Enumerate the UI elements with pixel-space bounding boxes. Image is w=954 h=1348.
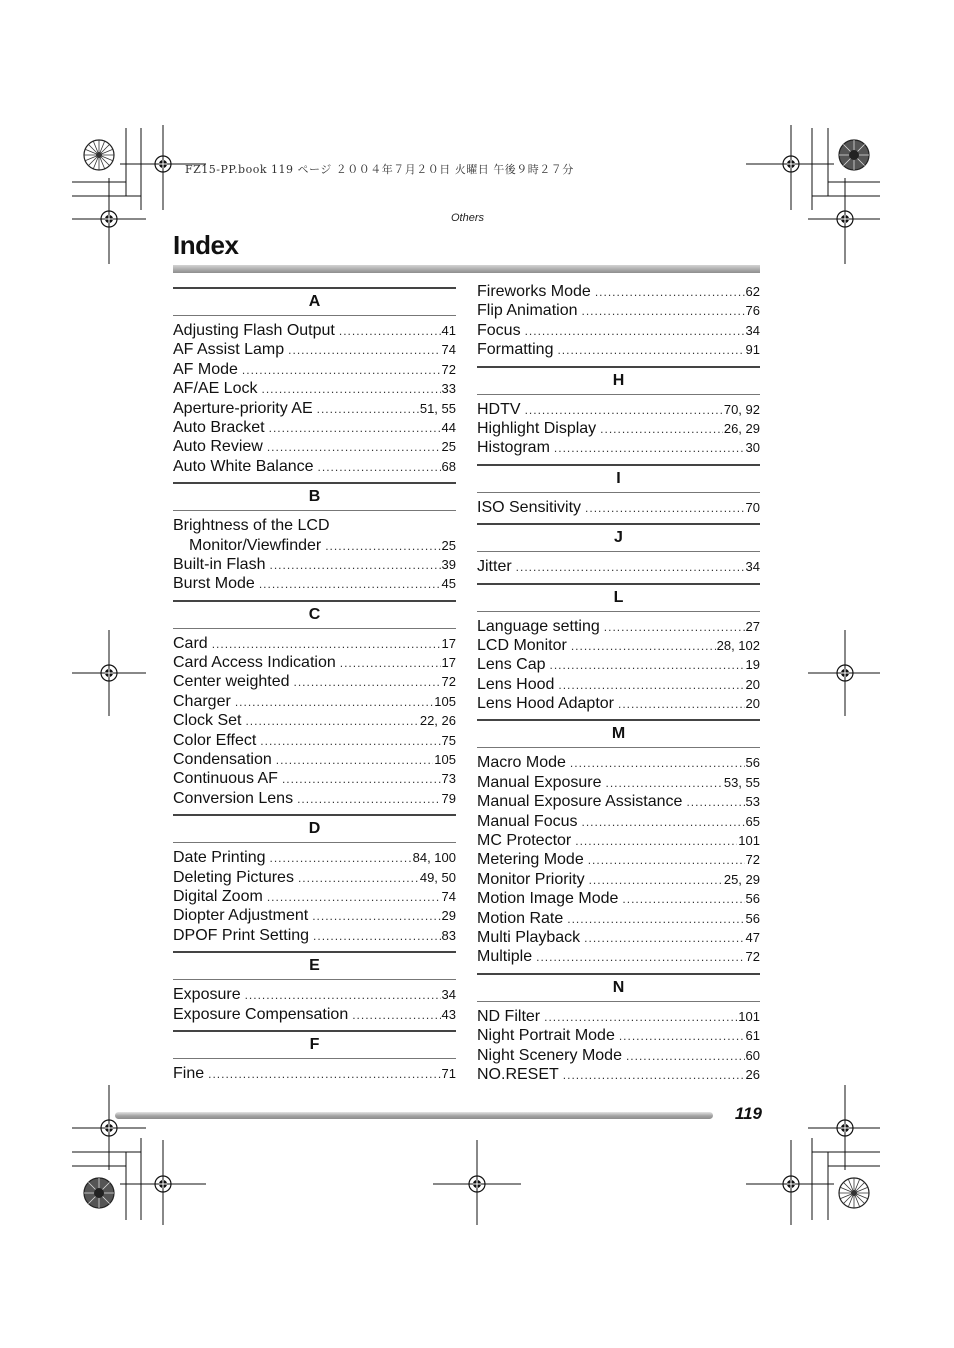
index-term: Auto White Balance <box>173 457 314 475</box>
index-term: Auto Review <box>173 438 263 456</box>
index-entry <box>477 498 760 517</box>
index-term: Focus <box>477 321 521 339</box>
index-term: Digital Zoom <box>173 887 263 905</box>
index-entry <box>173 653 456 672</box>
index-entry <box>173 731 456 750</box>
index-entry <box>477 557 760 576</box>
index-term: Histogram <box>477 439 550 457</box>
index-entry <box>477 773 760 792</box>
dot-leader <box>570 754 745 773</box>
index-term: Manual Exposure Assistance <box>477 793 683 811</box>
index-entry <box>477 617 760 636</box>
index-page-numbers: 41 <box>441 323 456 338</box>
index-term: Center weighted <box>173 673 290 691</box>
index-term: Multiple <box>477 948 533 966</box>
index-letter-heading: F <box>173 1030 456 1059</box>
index-term: Diopter Adjustment <box>173 907 309 925</box>
dot-leader <box>563 1066 745 1085</box>
index-term: AF Mode <box>173 360 238 378</box>
dot-leader <box>544 1008 737 1027</box>
index-page-numbers: 20 <box>745 696 760 712</box>
index-letter-heading: E <box>173 951 456 980</box>
index-entry <box>477 792 760 811</box>
dot-leader <box>294 673 441 692</box>
index-entry <box>477 753 760 772</box>
index-page-numbers: 30 <box>745 440 760 456</box>
index-page-numbers: 56 <box>745 891 760 907</box>
index-entry <box>477 889 760 908</box>
index-entry <box>173 692 456 711</box>
index-column-left <box>173 282 456 1083</box>
dot-leader <box>525 401 723 420</box>
index-page-numbers: 47 <box>745 929 760 945</box>
index-page-numbers: 34 <box>745 559 760 575</box>
index-term: AF/AE Lock <box>173 380 258 398</box>
dot-leader <box>600 420 723 439</box>
index-page-numbers: 25 <box>441 537 456 553</box>
index-entry <box>173 848 456 867</box>
index-term: DPOF Print Setting <box>173 926 310 944</box>
dot-leader <box>318 458 441 477</box>
dot-leader <box>536 948 744 967</box>
dot-leader <box>582 302 745 321</box>
index-page-numbers: 29 <box>441 908 456 924</box>
dot-leader <box>269 556 440 575</box>
page-number: 119 <box>734 1104 762 1123</box>
index-letter-heading: H <box>477 366 760 395</box>
index-page-numbers: 101 <box>738 833 760 849</box>
dot-leader <box>269 419 441 438</box>
index-entry <box>173 906 456 925</box>
index-entry <box>173 516 456 535</box>
index-term: Lens Hood <box>477 675 555 693</box>
index-term: Clock Set <box>173 712 242 730</box>
index-term: Flip Animation <box>477 302 578 320</box>
index-page-numbers: 91 <box>745 342 760 358</box>
index-page-numbers: 25 <box>441 439 456 455</box>
index-term: Monitor/Viewfinder <box>189 536 322 554</box>
dot-leader <box>585 499 745 518</box>
dot-leader <box>686 793 744 812</box>
index-entry <box>477 1046 760 1065</box>
index-term: Charger <box>173 692 231 710</box>
dot-leader <box>588 851 745 870</box>
index-entry <box>477 655 760 674</box>
index-term: Card Access Indication <box>173 654 336 672</box>
index-page-numbers: 84, 100 <box>412 850 456 866</box>
index-page-numbers: 27 <box>745 618 760 634</box>
index-page-numbers: 44 <box>441 419 456 435</box>
dot-leader <box>235 693 433 712</box>
index-entry <box>173 672 456 691</box>
index-entry <box>477 694 760 713</box>
dot-leader <box>282 770 441 789</box>
dot-leader <box>288 341 440 360</box>
index-page-numbers: 25, 29 <box>723 871 760 887</box>
index-term: Continuous AF <box>173 770 278 788</box>
index-entry <box>173 711 456 730</box>
index-term: LCD Monitor <box>477 636 567 654</box>
index-entry <box>173 321 456 340</box>
index-term: Macro Mode <box>477 754 566 772</box>
dot-leader <box>604 618 745 637</box>
index-entry <box>477 928 760 947</box>
index-entry <box>173 457 456 476</box>
dot-leader <box>606 774 723 793</box>
index-page-numbers: 53 <box>745 794 760 810</box>
dot-leader <box>567 910 744 929</box>
dot-leader <box>618 695 745 714</box>
index-page-numbers: 22, 26 <box>419 713 456 729</box>
index-entry <box>477 1026 760 1045</box>
dot-leader <box>325 537 440 556</box>
index-term: Night Scenery Mode <box>477 1046 622 1064</box>
index-term: Jitter <box>477 558 512 576</box>
dot-leader <box>339 322 441 341</box>
index-entry <box>173 379 456 398</box>
index-term: Burst Mode <box>173 575 255 593</box>
index-term: AF Assist Lamp <box>173 341 285 359</box>
dot-leader <box>242 361 441 380</box>
index-page-numbers: 33 <box>441 381 456 397</box>
dot-leader <box>550 656 745 675</box>
index-entry <box>173 340 456 359</box>
dot-leader <box>582 813 745 832</box>
index-page-numbers: 75 <box>441 732 456 748</box>
index-entry <box>173 574 456 593</box>
index-page-numbers: 60 <box>745 1047 760 1063</box>
dot-leader <box>312 907 440 926</box>
index-term: HDTV <box>477 400 521 418</box>
dot-leader <box>245 712 418 731</box>
index-entry <box>477 400 760 419</box>
index-page-numbers: 34 <box>745 322 760 338</box>
index-entry <box>173 789 456 808</box>
index-entry <box>477 909 760 928</box>
dot-leader <box>619 1027 745 1046</box>
index-entry <box>477 282 760 301</box>
index-term: Auto Bracket <box>173 418 265 436</box>
index-page-numbers: 74 <box>441 342 456 358</box>
index-entry <box>477 340 760 359</box>
index-term: Condensation <box>173 751 272 769</box>
index-term: Multi Playback <box>477 928 581 946</box>
index-entry <box>173 769 456 788</box>
index-entry <box>173 1005 456 1024</box>
index-term: Metering Mode <box>477 851 584 869</box>
dot-leader <box>259 575 441 594</box>
dot-leader <box>267 888 441 907</box>
dot-leader <box>245 986 441 1005</box>
index-page-numbers: 73 <box>441 771 456 787</box>
index-page-numbers: 39 <box>441 556 456 572</box>
index-column-right <box>477 282 760 1084</box>
index-entry <box>173 634 456 653</box>
index-page-numbers: 105 <box>434 693 456 709</box>
dot-leader <box>270 849 412 868</box>
index-entry <box>173 536 456 555</box>
index-entry <box>173 887 456 906</box>
index-page-numbers: 51, 55 <box>419 400 456 416</box>
index-page-numbers: 56 <box>745 755 760 771</box>
section-label: Others <box>451 212 485 224</box>
dot-leader <box>317 400 419 419</box>
index-entry <box>477 1007 760 1026</box>
index-page-numbers: 101 <box>738 1008 760 1024</box>
index-term: NO.RESET <box>477 1065 559 1083</box>
dot-leader <box>554 439 745 458</box>
index-term: Manual Exposure <box>477 773 602 791</box>
index-page-numbers: 72 <box>441 674 456 690</box>
dot-leader <box>516 558 745 577</box>
dot-leader <box>595 283 745 302</box>
index-term: Fireworks Mode <box>477 283 591 300</box>
index-page-numbers: 74 <box>441 888 456 904</box>
index-letter-heading: D <box>173 814 456 843</box>
index-term: Date Printing <box>173 849 266 867</box>
index-term: ISO Sensitivity <box>477 498 582 516</box>
index-page-numbers: 17 <box>441 655 456 671</box>
index-term: Fine <box>173 1064 205 1082</box>
index-term: Exposure Compensation <box>173 1005 349 1023</box>
index-term: Card <box>173 634 208 652</box>
index-term: ND Filter <box>477 1007 541 1025</box>
index-term: Color Effect <box>173 731 257 749</box>
print-header: FZ15-PP.book 119 ページ ２００４年７月２０日 火曜日 午後９時２７分 <box>185 163 574 176</box>
dot-leader <box>261 380 440 399</box>
index-entry <box>173 750 456 769</box>
index-entry <box>173 868 456 887</box>
index-term: Night Portrait Mode <box>477 1027 615 1045</box>
index-entry <box>173 1064 456 1083</box>
index-term: Exposure <box>173 986 241 1004</box>
index-entry <box>173 926 456 945</box>
dot-leader <box>626 1047 745 1066</box>
index-page-numbers: 61 <box>745 1028 760 1044</box>
index-entry <box>173 418 456 437</box>
index-entry <box>477 675 760 694</box>
index-term: Lens Hood Adaptor <box>477 695 614 713</box>
index-page-numbers: 49, 50 <box>419 869 456 885</box>
index-page-numbers: 26, 29 <box>723 420 760 436</box>
dot-leader <box>340 654 441 673</box>
dot-leader <box>276 751 434 770</box>
index-letter-heading: B <box>173 482 456 511</box>
dot-leader <box>313 927 440 946</box>
dot-leader <box>571 637 716 656</box>
index-page-numbers: 17 <box>441 635 456 651</box>
index-page-numbers: 72 <box>745 949 760 965</box>
index-page-numbers: 72 <box>745 852 760 868</box>
index-entry <box>173 360 456 379</box>
index-page-numbers: 28, 102 <box>716 637 760 653</box>
index-page-numbers: 68 <box>441 458 456 474</box>
index-entry <box>173 399 456 418</box>
index-term: Monitor Priority <box>477 870 585 888</box>
index-entry <box>477 831 760 850</box>
index-page-numbers: 19 <box>745 657 760 673</box>
index-letter-heading: C <box>173 600 456 629</box>
index-page-numbers: 56 <box>745 910 760 926</box>
index-page-numbers: 53, 55 <box>723 774 760 790</box>
index-term: Built-in Flash <box>173 555 266 573</box>
dot-leader <box>558 676 744 695</box>
index-page-numbers: 65 <box>745 813 760 829</box>
dot-leader <box>589 871 723 890</box>
dot-leader <box>260 732 440 751</box>
index-term: MC Protector <box>477 832 572 850</box>
dot-leader <box>352 1006 440 1025</box>
index-page-numbers: 76 <box>745 303 760 319</box>
index-page-numbers: 70 <box>745 499 760 515</box>
index-letter-heading: M <box>477 719 760 748</box>
index-page-numbers: 20 <box>745 676 760 692</box>
index-entry <box>477 301 760 320</box>
title-divider-bar <box>173 265 760 273</box>
index-term: Adjusting Flash Output <box>173 322 335 339</box>
index-entry <box>477 870 760 889</box>
index-page-numbers: 43 <box>441 1006 456 1022</box>
index-entry <box>477 947 760 966</box>
index-term: Deleting Pictures <box>173 868 294 886</box>
dot-leader <box>297 790 440 809</box>
index-page-numbers: 26 <box>745 1066 760 1082</box>
index-page-numbers: 72 <box>441 361 456 377</box>
index-term: Conversion Lens <box>173 789 294 807</box>
footer-divider-bar <box>115 1112 713 1119</box>
index-entry <box>477 636 760 655</box>
index-term: Aperture-priority AE <box>173 399 313 417</box>
index-term: Highlight Display <box>477 419 597 437</box>
index-term: Motion Rate <box>477 909 564 927</box>
index-term: Brightness of the LCD <box>173 517 330 535</box>
dot-leader <box>267 438 441 457</box>
index-page-numbers: 71 <box>441 1065 456 1081</box>
index-page-numbers: 34 <box>441 987 456 1003</box>
index-entry <box>477 438 760 457</box>
dot-leader <box>298 869 419 888</box>
index-page-numbers: 79 <box>441 790 456 806</box>
index-entry <box>477 812 760 831</box>
index-term: Motion Image Mode <box>477 890 619 908</box>
index-term: Formatting <box>477 341 554 359</box>
index-entry <box>477 1065 760 1084</box>
page-title: Index <box>173 230 239 260</box>
dot-leader <box>208 1065 440 1084</box>
index-letter-heading: A <box>173 287 456 316</box>
index-page-numbers: 83 <box>441 927 456 943</box>
index-page-numbers: 70, 92 <box>723 401 760 417</box>
index-letter-heading: L <box>477 583 760 612</box>
index-page-numbers: 62 <box>745 284 760 299</box>
index-page-numbers: 105 <box>434 752 456 768</box>
index-letter-heading: N <box>477 973 760 1002</box>
dot-leader <box>525 322 745 341</box>
index-entry <box>173 555 456 574</box>
dot-leader <box>575 832 737 851</box>
index-letter-heading: J <box>477 523 760 552</box>
dot-leader <box>557 341 744 360</box>
dot-leader <box>212 635 441 654</box>
index-term: Manual Focus <box>477 812 578 830</box>
index-term: Language setting <box>477 617 600 635</box>
dot-leader <box>622 890 744 909</box>
index-letter-heading: I <box>477 464 760 493</box>
index-entry <box>477 850 760 869</box>
index-entry <box>477 321 760 340</box>
index-entry <box>477 419 760 438</box>
index-term: Lens Cap <box>477 656 546 674</box>
index-page-numbers: 45 <box>441 576 456 592</box>
dot-leader <box>584 929 744 948</box>
index-entry <box>173 437 456 456</box>
index-entry <box>173 985 456 1004</box>
